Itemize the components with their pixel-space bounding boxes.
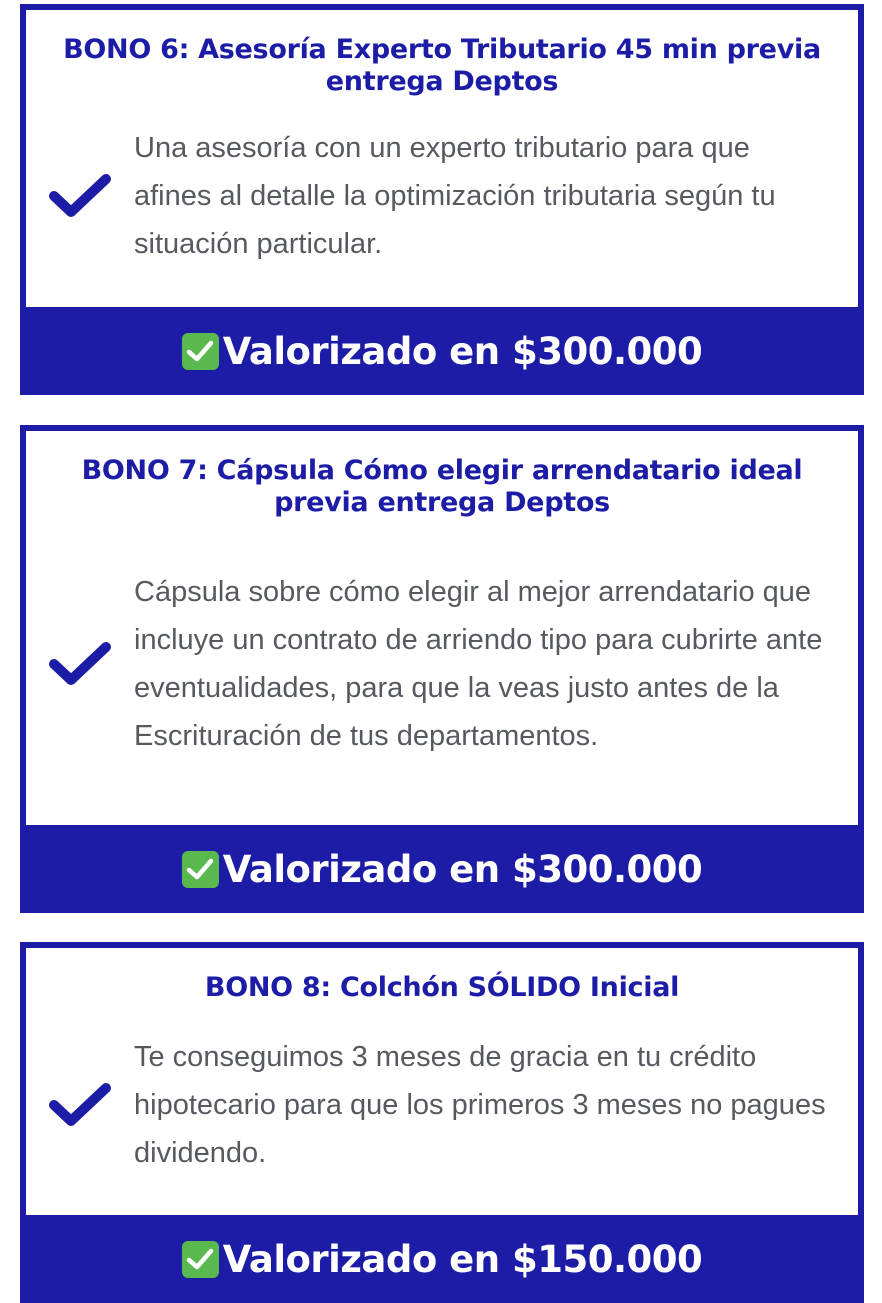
checkmark-icon (48, 172, 112, 220)
bonus-header (26, 948, 858, 1004)
bonus-title: BONO 6: Asesoría Experto Tributario 45 min previa entrega Deptos (63, 34, 821, 97)
check-box-icon (182, 851, 219, 888)
bonus-value-label: Valorizado en $300.000 (222, 847, 703, 891)
check-box-icon (182, 333, 219, 370)
bonus-title: BONO 8: Colchón SÓLIDO Inicial (204, 972, 680, 1003)
bonus-value-bar (20, 307, 864, 395)
checkmark-icon (48, 640, 112, 688)
bonus-body (26, 98, 858, 307)
bonus-value-bar (20, 1215, 864, 1303)
bonus-header (26, 431, 858, 519)
bonus-card-6 (20, 4, 864, 385)
bonus-card-7 (20, 425, 864, 903)
bonus-header (26, 10, 858, 98)
bonus-body (26, 519, 858, 825)
bonus-body (26, 1004, 858, 1215)
bonus-description: Cápsula sobre cómo elegir al mejor arrendatario que incluye un contrato de arriendo tipo para cubrirte ante eventualidades, para que la veas justo antes de la Escrituración de tus departamentos. (134, 576, 823, 752)
bonus-card-8 (20, 942, 864, 1293)
bonus-title: BONO 7: Cápsula Cómo elegir arrendatario ideal previa entrega Deptos (81, 455, 803, 518)
bonus-value-label: Valorizado en $150.000 (222, 1237, 703, 1281)
bonus-value-bar (20, 825, 864, 913)
bonus-description: Te conseguimos 3 meses de gracia en tu crédito hipotecario para que los primeros 3 meses no pagues dividendo. (134, 1040, 826, 1169)
checkmark-icon (48, 1081, 112, 1129)
check-box-icon (182, 1241, 219, 1278)
bonus-value-label: Valorizado en $300.000 (222, 329, 703, 373)
bonus-description: Una asesoría con un experto tributario para que afines al detalle la optimización tributaria según tu situación particular. (134, 131, 776, 260)
